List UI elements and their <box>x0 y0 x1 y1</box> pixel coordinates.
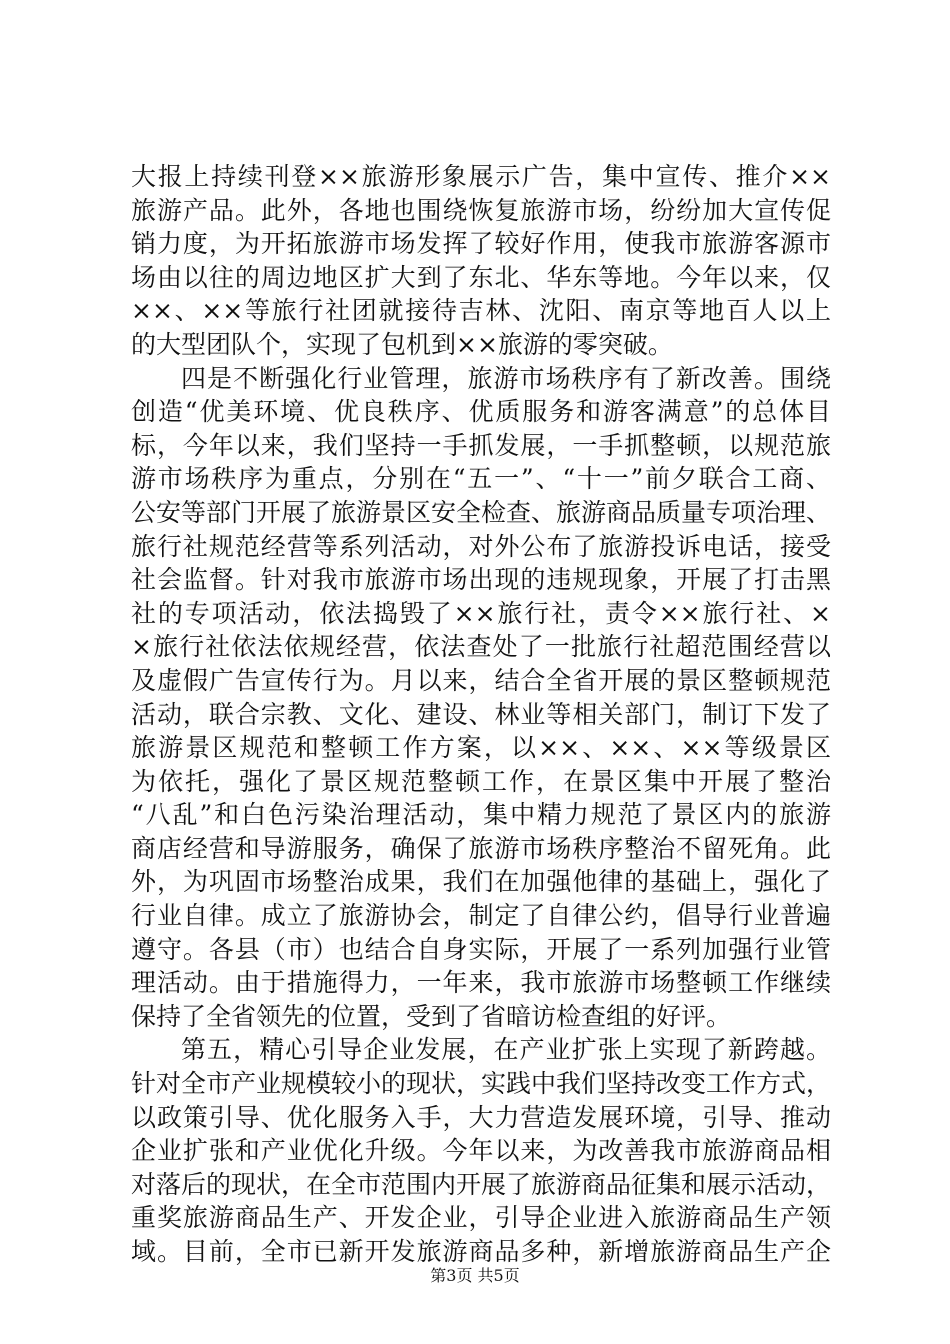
text-line: 及虚假广告宣传行为。月以来，结合全省开展的景区整顿规范 <box>131 665 831 695</box>
text-line: 社会监督。针对我市旅游市场出现的违规现象，开展了打击黑 <box>131 565 831 595</box>
text-line: 标，今年以来，我们坚持一手抓发展，一手抓整顿，以规范旅 <box>131 430 831 460</box>
text-line: ×旅行社依法依规经营，依法查处了一批旅行社超范围经营以 <box>131 632 831 662</box>
text-line: 遵守。各县（市）也结合自身实际，开展了一系列加强行业管 <box>131 934 831 964</box>
text-line: 保持了全省领先的位置，受到了省暗访检查组的好评。 <box>131 1001 732 1031</box>
text-line: 行业自律。成立了旅游协会，制定了自律公约，倡导行业普遍 <box>131 901 831 931</box>
text-line: 域。目前，全市已新开发旅游商品多种，新增旅游商品生产企 <box>131 1237 831 1266</box>
text-line: 外，为巩固市场整治成果，我们在加强他律的基础上，强化了 <box>131 867 831 897</box>
text-line: 旅游产品。此外，各地也围绕恢复旅游市场，纷纷加大宣传促 <box>131 195 831 225</box>
text-line: 公安等部门开展了旅游景区安全检查、旅游商品质量专项治理、 <box>131 497 832 527</box>
text-line: 理活动。由于措施得力，一年来，我市旅游市场整顿工作继续 <box>131 968 831 998</box>
text-line: 以政策引导、优化服务入手，大力营造发展环境，引导、推动 <box>131 1102 831 1132</box>
text-line: 针对全市产业规模较小的现状，实践中我们坚持改变工作方式， <box>131 1069 832 1099</box>
text-line: 重奖旅游商品生产、开发企业，引导企业进入旅游商品生产领 <box>131 1203 831 1233</box>
text-line: 企业扩张和产业优化升级。今年以来，为改善我市旅游商品相 <box>131 1136 831 1166</box>
text-line: 游市场秩序为重点，分别在“五一”、“十一”前夕联合工商、 <box>131 464 831 494</box>
text-line: ××、××等旅行社团就接待吉林、沈阳、南京等地百人以上 <box>131 296 831 326</box>
body-text <box>131 160 831 1269</box>
text-line: 为依托，强化了景区规范整顿工作，在景区集中开展了整治 <box>131 766 831 796</box>
page-footer: 第3页 共5页 <box>430 1266 520 1285</box>
text-line: 创造“优美环境、优良秩序、优质服务和游客满意”的总体目 <box>131 397 831 427</box>
text-line: 社的专项活动，依法捣毁了××旅行社，责令××旅行社、× <box>131 598 831 628</box>
text-line: “八乱”和白色污染治理活动，集中精力规范了景区内的旅游 <box>131 800 831 830</box>
text-line: 活动，联合宗教、文化、建设、林业等相关部门，制订下发了 <box>131 699 831 729</box>
text-line: 大报上持续刊登××旅游形象展示广告，集中宣传、推介×× <box>131 162 831 191</box>
text-line: 旅行社规范经营等系列活动，对外公布了旅游投诉电话，接受 <box>131 531 831 561</box>
text-line: 旅游景区规范和整顿工作方案，以××、××、××等级景区 <box>131 733 831 763</box>
text-line: 对落后的现状，在全市范围内开展了旅游商品征集和展示活动， <box>131 1169 832 1199</box>
text-line: 销力度，为开拓旅游市场发挥了较好作用，使我市旅游客源市 <box>131 229 831 259</box>
text-line: 商店经营和导游服务，确保了旅游市场秩序整治不留死角。此 <box>131 833 831 863</box>
text-line: 场由以往的周边地区扩大到了东北、华东等地。今年以来，仅 <box>131 262 831 292</box>
text-line: 的大型团队个，实现了包机到××旅游的零突破。 <box>131 329 673 359</box>
text-line: 第五，精心引导企业发展，在产业扩张上实现了新跨越。 <box>181 1035 831 1065</box>
text-line: 四是不断强化行业管理，旅游市场秩序有了新改善。围绕 <box>181 363 831 393</box>
